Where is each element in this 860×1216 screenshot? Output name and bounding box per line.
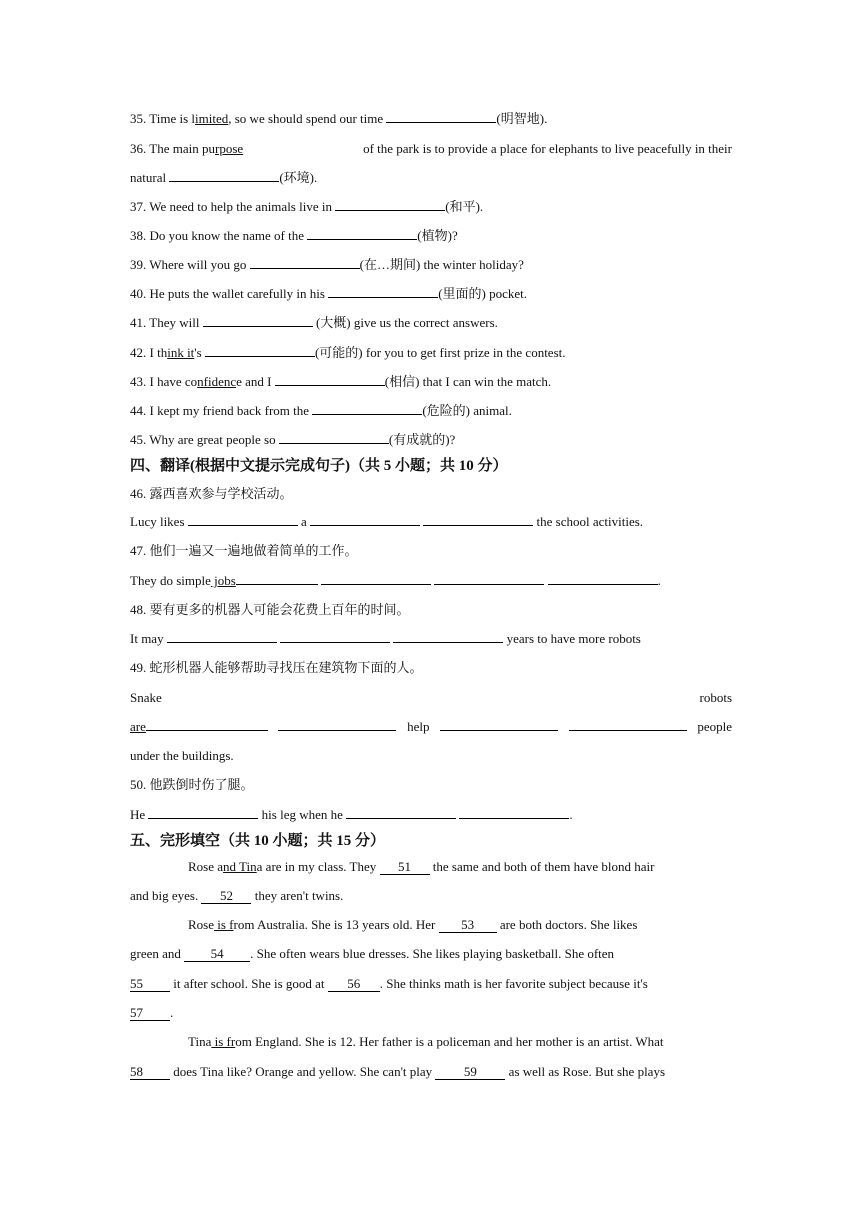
question-46-english: Lucy likes a the school activities. [130,514,644,529]
cloze-blank[interactable]: 52 [201,889,251,904]
answer-blank[interactable] [203,314,313,327]
passage-line: 55 it after school. She is good at 56 . She thinks math is her favorite subject because it's [130,976,648,991]
passage-line: Rose and Tina are in my class. They 51 the same and both of them have blond hair [188,859,655,874]
question-35: 35. Time is limited, so we should spend our time (明智地). [130,111,548,126]
answer-blank[interactable] [548,572,658,585]
answer-blank[interactable] [307,227,417,240]
answer-blank[interactable] [335,198,445,211]
cloze-blank[interactable]: 55 [130,977,170,992]
question-47-english: They do simple jobs . [130,573,661,588]
question-47-chinese: 47. 他们一遍又一遍地做着简单的工作。 [130,543,358,558]
passage-line: Tina is from England. She is 12. Her father is a policeman and her mother is an artist. What [188,1034,664,1049]
section-5-heading: 五、完形填空（共 10 小题；共 15 分） [130,833,386,849]
question-49-english: Snake robots [130,690,732,705]
cloze-blank[interactable]: 58 [130,1065,170,1080]
answer-blank[interactable] [280,630,390,643]
cloze-blank[interactable]: 53 [439,918,497,933]
question-49-english-cont: are help people [130,719,732,734]
answer-blank[interactable] [321,572,431,585]
passage-line: 57 . [130,1005,174,1020]
cloze-blank[interactable]: 51 [380,860,430,875]
answer-blank[interactable] [434,572,544,585]
answer-blank[interactable] [346,806,456,819]
cloze-blank[interactable]: 57 [130,1006,170,1021]
question-36-cont: natural (环境). [130,170,318,185]
question-39: 39. Where will you go (在…期间) the winter holiday? [130,257,524,272]
question-37: 37. We need to help the animals live in (和平). [130,199,484,214]
answer-blank[interactable] [236,572,318,585]
section-4-heading: 四、翻译(根据中文提示完成句子)（共 5 小题；共 10 分） [130,458,508,474]
question-36: 36. The main purpose of the park is to provide a place for elephants to live peacefully in their [130,141,732,156]
question-45: 45. Why are great people so (有成就的)? [130,432,456,447]
answer-blank[interactable] [440,718,558,731]
question-38: 38. Do you know the name of the (植物)? [130,228,458,243]
answer-blank[interactable] [169,169,279,182]
answer-blank[interactable] [312,402,422,415]
answer-blank[interactable] [148,806,258,819]
question-49-chinese: 49. 蛇形机器人能够帮助寻找压在建筑物下面的人。 [130,660,423,675]
answer-blank[interactable] [310,513,420,526]
cloze-blank[interactable]: 59 [435,1065,505,1080]
answer-blank[interactable] [393,630,503,643]
question-42: 42. I think it's (可能的) for you to get first prize in the contest. [130,345,566,360]
question-48-chinese: 48. 要有更多的机器人可能会花费上百年的时间。 [130,602,410,617]
question-43: 43. I have confidence and I (相信) that I can win the match. [130,374,552,389]
cloze-blank[interactable]: 56 [328,977,380,992]
answer-blank[interactable] [423,513,533,526]
answer-blank[interactable] [386,110,496,123]
passage-line: and big eyes. 52 they aren't twins. [130,888,344,903]
passage-line: 58 does Tina like? Orange and yellow. She can't play 59 as well as Rose. But she plays [130,1064,666,1079]
answer-blank[interactable] [279,431,389,444]
cloze-blank[interactable]: 54 [184,947,250,962]
passage-line: Rose is from Australia. She is 13 years old. Her 53 are both doctors. She likes [188,917,638,932]
question-40: 40. He puts the wallet carefully in his (里面的) pocket. [130,286,528,301]
question-50-chinese: 50. 他跌倒时伤了腿。 [130,777,254,792]
question-46-chinese: 46. 露西喜欢参与学校活动。 [130,486,293,501]
answer-blank[interactable] [146,718,268,731]
answer-blank[interactable] [275,373,385,386]
passage-line: green and 54 . She often wears blue dresses. She likes playing basketball. She often [130,946,615,961]
question-44: 44. I kept my friend back from the (危险的) animal. [130,403,512,418]
question-48-english: It may years to have more robots [130,631,641,646]
answer-blank[interactable] [188,513,298,526]
question-41: 41. They will (大概) give us the correct answers. [130,315,498,330]
answer-blank[interactable] [278,718,396,731]
question-49-english-end: under the buildings. [130,748,234,763]
answer-blank[interactable] [459,806,569,819]
answer-blank[interactable] [167,630,277,643]
question-50-english: He his leg when he . [130,807,573,822]
answer-blank[interactable] [328,285,438,298]
answer-blank[interactable] [569,718,687,731]
answer-blank[interactable] [205,344,315,357]
answer-blank[interactable] [250,256,360,269]
